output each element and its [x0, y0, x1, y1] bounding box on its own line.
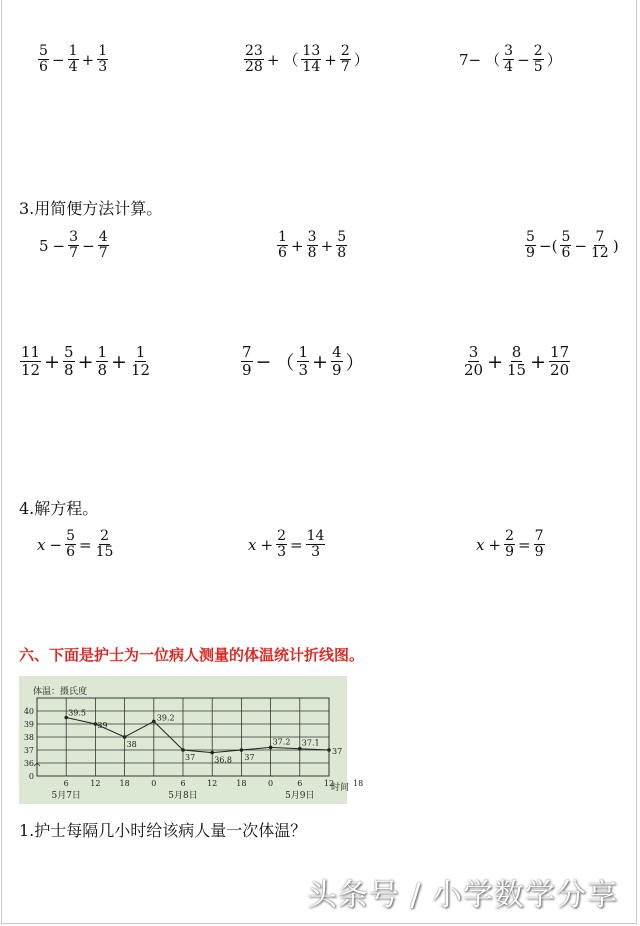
data-point — [327, 748, 331, 752]
operator: + — [266, 50, 280, 69]
operator: + — [44, 350, 61, 373]
y-tick-label: 39 — [23, 720, 34, 729]
section-3-heading: 3.用简便方法计算。 — [19, 199, 163, 218]
x-tick-label: 18 — [353, 779, 364, 788]
data-point — [123, 735, 127, 739]
y-tick-label: 38 — [23, 733, 34, 742]
variable: x — [248, 535, 257, 554]
row4-expression-3 — [476, 529, 546, 560]
day-label: 5月9日 — [285, 791, 315, 801]
fraction: $\frac{1}{4}$ — [68, 43, 78, 75]
row3b-expression-2 — [240, 344, 367, 379]
operator: + — [260, 535, 274, 554]
data-label: 37 — [332, 747, 343, 756]
fraction: $\frac{5}{6}$ — [561, 229, 571, 261]
operator: − — [52, 50, 65, 69]
operator: + — [111, 350, 127, 373]
x-tick-label: 0 — [151, 779, 157, 788]
fraction: $\frac{11}{12}$ — [21, 343, 41, 379]
row1-expression-3 — [457, 44, 564, 75]
fraction: $\frac{23}{28}$ — [245, 43, 263, 75]
data-label: 37.1 — [301, 738, 320, 748]
fraction: $\frac{3}{7}$ — [69, 229, 79, 261]
fraction: $\frac{13}{14}$ — [302, 43, 321, 75]
row1-expression-1 — [37, 44, 109, 75]
x-tick-label: 6 — [180, 779, 186, 788]
data-label: 39.2 — [156, 713, 175, 723]
operator: −( — [539, 236, 558, 255]
fraction: $\frac{7}{9}$ — [242, 343, 252, 379]
temperature-chart — [19, 676, 364, 804]
operator: = — [518, 535, 531, 554]
operator: + — [291, 236, 304, 255]
data-label: 37.2 — [272, 737, 291, 747]
x-axis-label: 时间 — [331, 783, 350, 793]
operator: ） — [353, 51, 369, 69]
fraction: $\frac{1}{3}$ — [298, 343, 309, 379]
fraction: $\frac{3}{8}$ — [307, 229, 317, 261]
operator: − — [49, 535, 63, 554]
row4-expression-2 — [248, 529, 326, 560]
operator: = — [79, 535, 92, 554]
operator: − — [82, 236, 95, 255]
operator: − — [52, 236, 66, 255]
day-label: 5月8日 — [168, 791, 198, 801]
fraction: $\frac{2}{9}$ — [505, 528, 514, 560]
fraction: $\frac{5}{9}$ — [526, 229, 535, 261]
row3b-expression-1 — [19, 344, 152, 379]
section-6-heading: 六、下面是护士为一位病人测量的体温统计折线图。 — [19, 646, 365, 664]
operator: ） — [345, 352, 365, 374]
operator: + — [81, 50, 95, 69]
operator: 7− — [459, 50, 482, 69]
operator: + — [77, 350, 94, 373]
row3b-expression-3 — [462, 344, 571, 379]
section-4-heading: 4.解方程。 — [19, 499, 99, 518]
operator: = — [290, 535, 303, 554]
temperature-line-chart — [19, 676, 364, 804]
operator: − — [255, 350, 272, 373]
fraction: $\frac{7}{12}$ — [591, 229, 609, 261]
fraction: $\frac{2}{3}$ — [277, 528, 286, 560]
operator: + — [530, 350, 547, 373]
operator: （ — [283, 51, 299, 69]
data-label: 38 — [126, 740, 137, 749]
fraction: $\frac{4}{9}$ — [331, 343, 342, 379]
row1-expression-2 — [243, 44, 371, 75]
operator: + — [324, 50, 337, 69]
y-tick-label: 36 — [23, 759, 34, 768]
data-point — [152, 720, 156, 724]
fraction: $\frac{1}{6}$ — [278, 229, 287, 261]
fraction: $\frac{2}{7}$ — [340, 43, 350, 75]
data-label: 37 — [244, 753, 255, 762]
x-tick-label: 6 — [297, 779, 303, 788]
variable: x — [37, 535, 46, 554]
row3a-expression-2 — [276, 230, 348, 261]
operator: ) — [612, 236, 619, 255]
fraction: $\frac{14}{3}$ — [306, 528, 325, 560]
fraction: $\frac{5}{8}$ — [64, 343, 74, 379]
question-1: 1.护士每隔几小时给该病人量一次体温？ — [19, 821, 307, 840]
fraction: $\frac{3}{4}$ — [504, 43, 514, 75]
x-tick-label: 12 — [90, 779, 101, 788]
fraction: $\frac{17}{20}$ — [550, 343, 570, 379]
fraction: $\frac{1}{12}$ — [130, 343, 151, 379]
operator: （ — [275, 352, 295, 374]
operator: − — [517, 50, 530, 69]
fraction: $\frac{2}{5}$ — [533, 43, 543, 75]
fraction: $\frac{3}{20}$ — [464, 343, 484, 379]
x-tick-label: 18 — [119, 779, 130, 788]
y-axis-label: 体温：摄氏度 — [33, 687, 88, 697]
row3a-expression-1 — [37, 230, 110, 261]
fraction: $\frac{2}{15}$ — [95, 528, 114, 560]
fraction: $\frac{8}{15}$ — [507, 343, 527, 379]
x-tick-label: 0 — [268, 779, 274, 788]
data-label: 37 — [185, 753, 196, 762]
x-tick-label: 12 — [207, 779, 218, 788]
data-label: 39 — [97, 721, 108, 730]
operator: − — [574, 236, 587, 255]
data-label: 39.5 — [68, 708, 87, 718]
row4-expression-1 — [37, 529, 115, 560]
day-label: 5月7日 — [51, 791, 81, 801]
operator: ） — [546, 51, 562, 69]
operator: （ — [485, 51, 501, 69]
watermark: 头条号 / 小学数学分享 — [306, 878, 618, 913]
variable: x — [476, 535, 485, 554]
y-tick-label: 40 — [23, 707, 34, 716]
fraction: $\frac{1}{8}$ — [97, 343, 108, 379]
fraction: $\frac{4}{7}$ — [98, 229, 108, 261]
x-tick-label: 6 — [63, 779, 69, 788]
operator: + — [487, 350, 504, 373]
x-tick-label: 12 — [323, 779, 335, 788]
operator: 5 — [39, 236, 49, 255]
data-point — [240, 748, 244, 752]
operator: + — [320, 236, 334, 255]
fraction: $\frac{5}{8}$ — [337, 229, 347, 261]
data-point — [181, 748, 185, 752]
y-tick-label: 0 — [28, 772, 34, 781]
fraction: $\frac{1}{3}$ — [98, 43, 108, 75]
x-tick-label: 18 — [236, 779, 247, 788]
operator: + — [488, 535, 502, 554]
operator: + — [312, 350, 328, 373]
data-label: 36.8 — [214, 755, 233, 765]
data-point — [210, 751, 214, 755]
fraction: $\frac{7}{9}$ — [534, 528, 544, 560]
y-tick-label: 37 — [23, 746, 34, 755]
fraction: $\frac{5}{6}$ — [66, 528, 75, 560]
fraction: $\frac{5}{6}$ — [39, 43, 48, 75]
row3a-expression-3 — [524, 230, 621, 261]
